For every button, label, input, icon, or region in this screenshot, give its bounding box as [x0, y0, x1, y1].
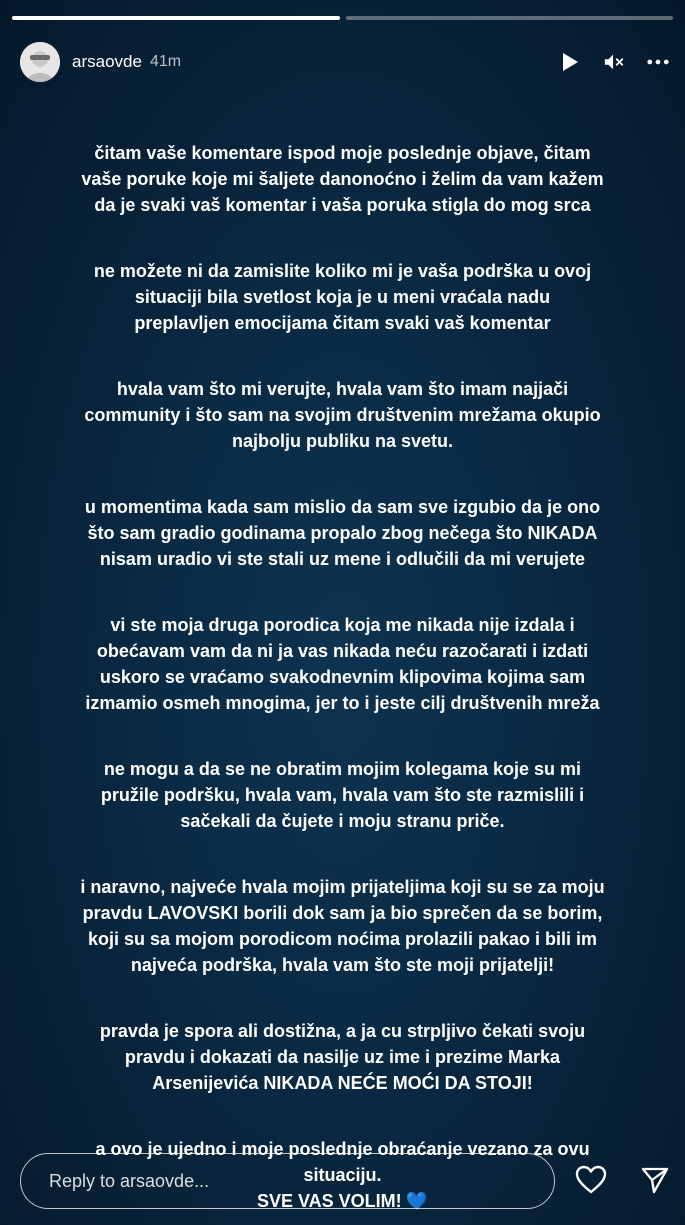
message-line: situaciju.	[303, 1165, 382, 1185]
send-icon[interactable]	[638, 1163, 672, 1197]
username[interactable]: arsaovde	[72, 52, 142, 71]
message-line: najbolju publiku na svetu.	[231, 431, 454, 451]
message-line: uskoro se vraćamo svakodnevnim klipovima kojima sam	[99, 667, 586, 687]
message-line: najveća podrška, hvala vam što ste moji prijatelji!	[130, 955, 555, 975]
paragraph-2	[40, 258, 645, 336]
paragraph-7	[40, 874, 645, 978]
message-line: ne mogu a da se ne obratim mojim kolegama koje su mi	[103, 759, 582, 779]
message-line: i naravno, najveće hvala mojim prijateljima koji su se za moju	[80, 877, 605, 897]
message-line: a ovo je ujedno i moje poslednje obraćanje vezano za ovu	[95, 1139, 590, 1159]
reply-placeholder: Reply to arsaovde...	[49, 1170, 210, 1191]
message-line: koji su sa mojom porodicom noćima prolazili pakao i bili im	[87, 929, 598, 949]
message-line: da je svaki vaš komentar i vaša poruka stigla do mog srca	[94, 195, 591, 215]
header-controls	[559, 51, 669, 73]
message-line: pružile podršku, hvala vam, hvala vam što ste razmislili i	[100, 785, 585, 805]
more-horizontal-icon[interactable]	[647, 51, 669, 73]
message-line: što sam gradio godinama propalo zbog nečega što NIKADA	[87, 523, 598, 543]
paragraph-8	[40, 1018, 645, 1096]
message-line: u momentima kada sam mislio da sam sve izgubio da je ono	[84, 497, 601, 517]
avatar[interactable]	[20, 42, 60, 82]
post-time: 41m	[149, 53, 182, 70]
muted-speaker-icon[interactable]	[603, 51, 625, 73]
message-line: nisam uradio vi ste stali uz mene i odlučili da mi verujete	[99, 549, 586, 569]
message-line: Arsenijevića NIKADA NEĆE MOĆI DA STOJI!	[152, 1073, 533, 1093]
message-line: situaciji bila svetlost koja je u meni vraćala nadu	[134, 287, 551, 307]
story-message	[40, 140, 645, 1225]
message-line: preplavljen emocijama čitam svaki vaš komentar	[134, 313, 551, 333]
reply-input[interactable]	[20, 1153, 555, 1209]
progress-segment-1	[12, 16, 340, 20]
message-line: community i što sam na svojim društvenim mrežama okupio	[84, 405, 601, 425]
heart-outline-icon[interactable]	[574, 1163, 608, 1197]
message-line: pravdu LAVOVSKI borili dok sam ja bio sprečen da se borim,	[82, 903, 603, 923]
paragraph-1	[40, 140, 645, 218]
message-line: vaše poruke koje mi šaljete danonoćno i želim da vam kažem	[81, 169, 604, 189]
reply-actions	[574, 1163, 672, 1197]
paragraph-4	[40, 494, 645, 572]
closing-text: SVE VAS VOLIM!	[256, 1191, 402, 1211]
message-line: ne možete ni da zamislite koliko mi je vaša podrška u ovoj	[93, 261, 592, 281]
message-line: vi ste moja druga porodica koja me nikada nije izdala i	[110, 615, 575, 635]
message-line: pravda je spora ali dostižna, a ja cu strpljivo čekati svoju	[99, 1021, 586, 1041]
paragraph-6	[40, 756, 645, 834]
story-header	[20, 40, 669, 84]
progress-segment-2	[346, 16, 674, 20]
paragraph-3	[40, 376, 645, 454]
message-line: izmamio osmeh mnogima, jer to i jeste cilj društvenih mreža	[85, 693, 600, 713]
blue-heart-emoji-icon: 💙	[405, 1191, 429, 1211]
message-line: hvala vam što mi verujte, hvala vam što imam najjači	[116, 379, 569, 399]
avatar-image	[20, 42, 60, 82]
play-icon[interactable]	[559, 51, 581, 73]
message-line: obećavam vam da ni ja vas nikada neću razočarati i izdati	[96, 641, 589, 661]
progress-fill-1	[12, 16, 340, 20]
message-line: pravdu i dokazati da nasilje uz ime i prezime Marka	[124, 1047, 561, 1067]
message-line: sačekali da čujete i moju stranu priče.	[180, 811, 505, 831]
paragraph-5	[40, 612, 645, 716]
message-line: čitam vaše komentare ispod moje poslednje objave, čitam	[94, 143, 591, 163]
story-progress-bar	[12, 16, 673, 20]
